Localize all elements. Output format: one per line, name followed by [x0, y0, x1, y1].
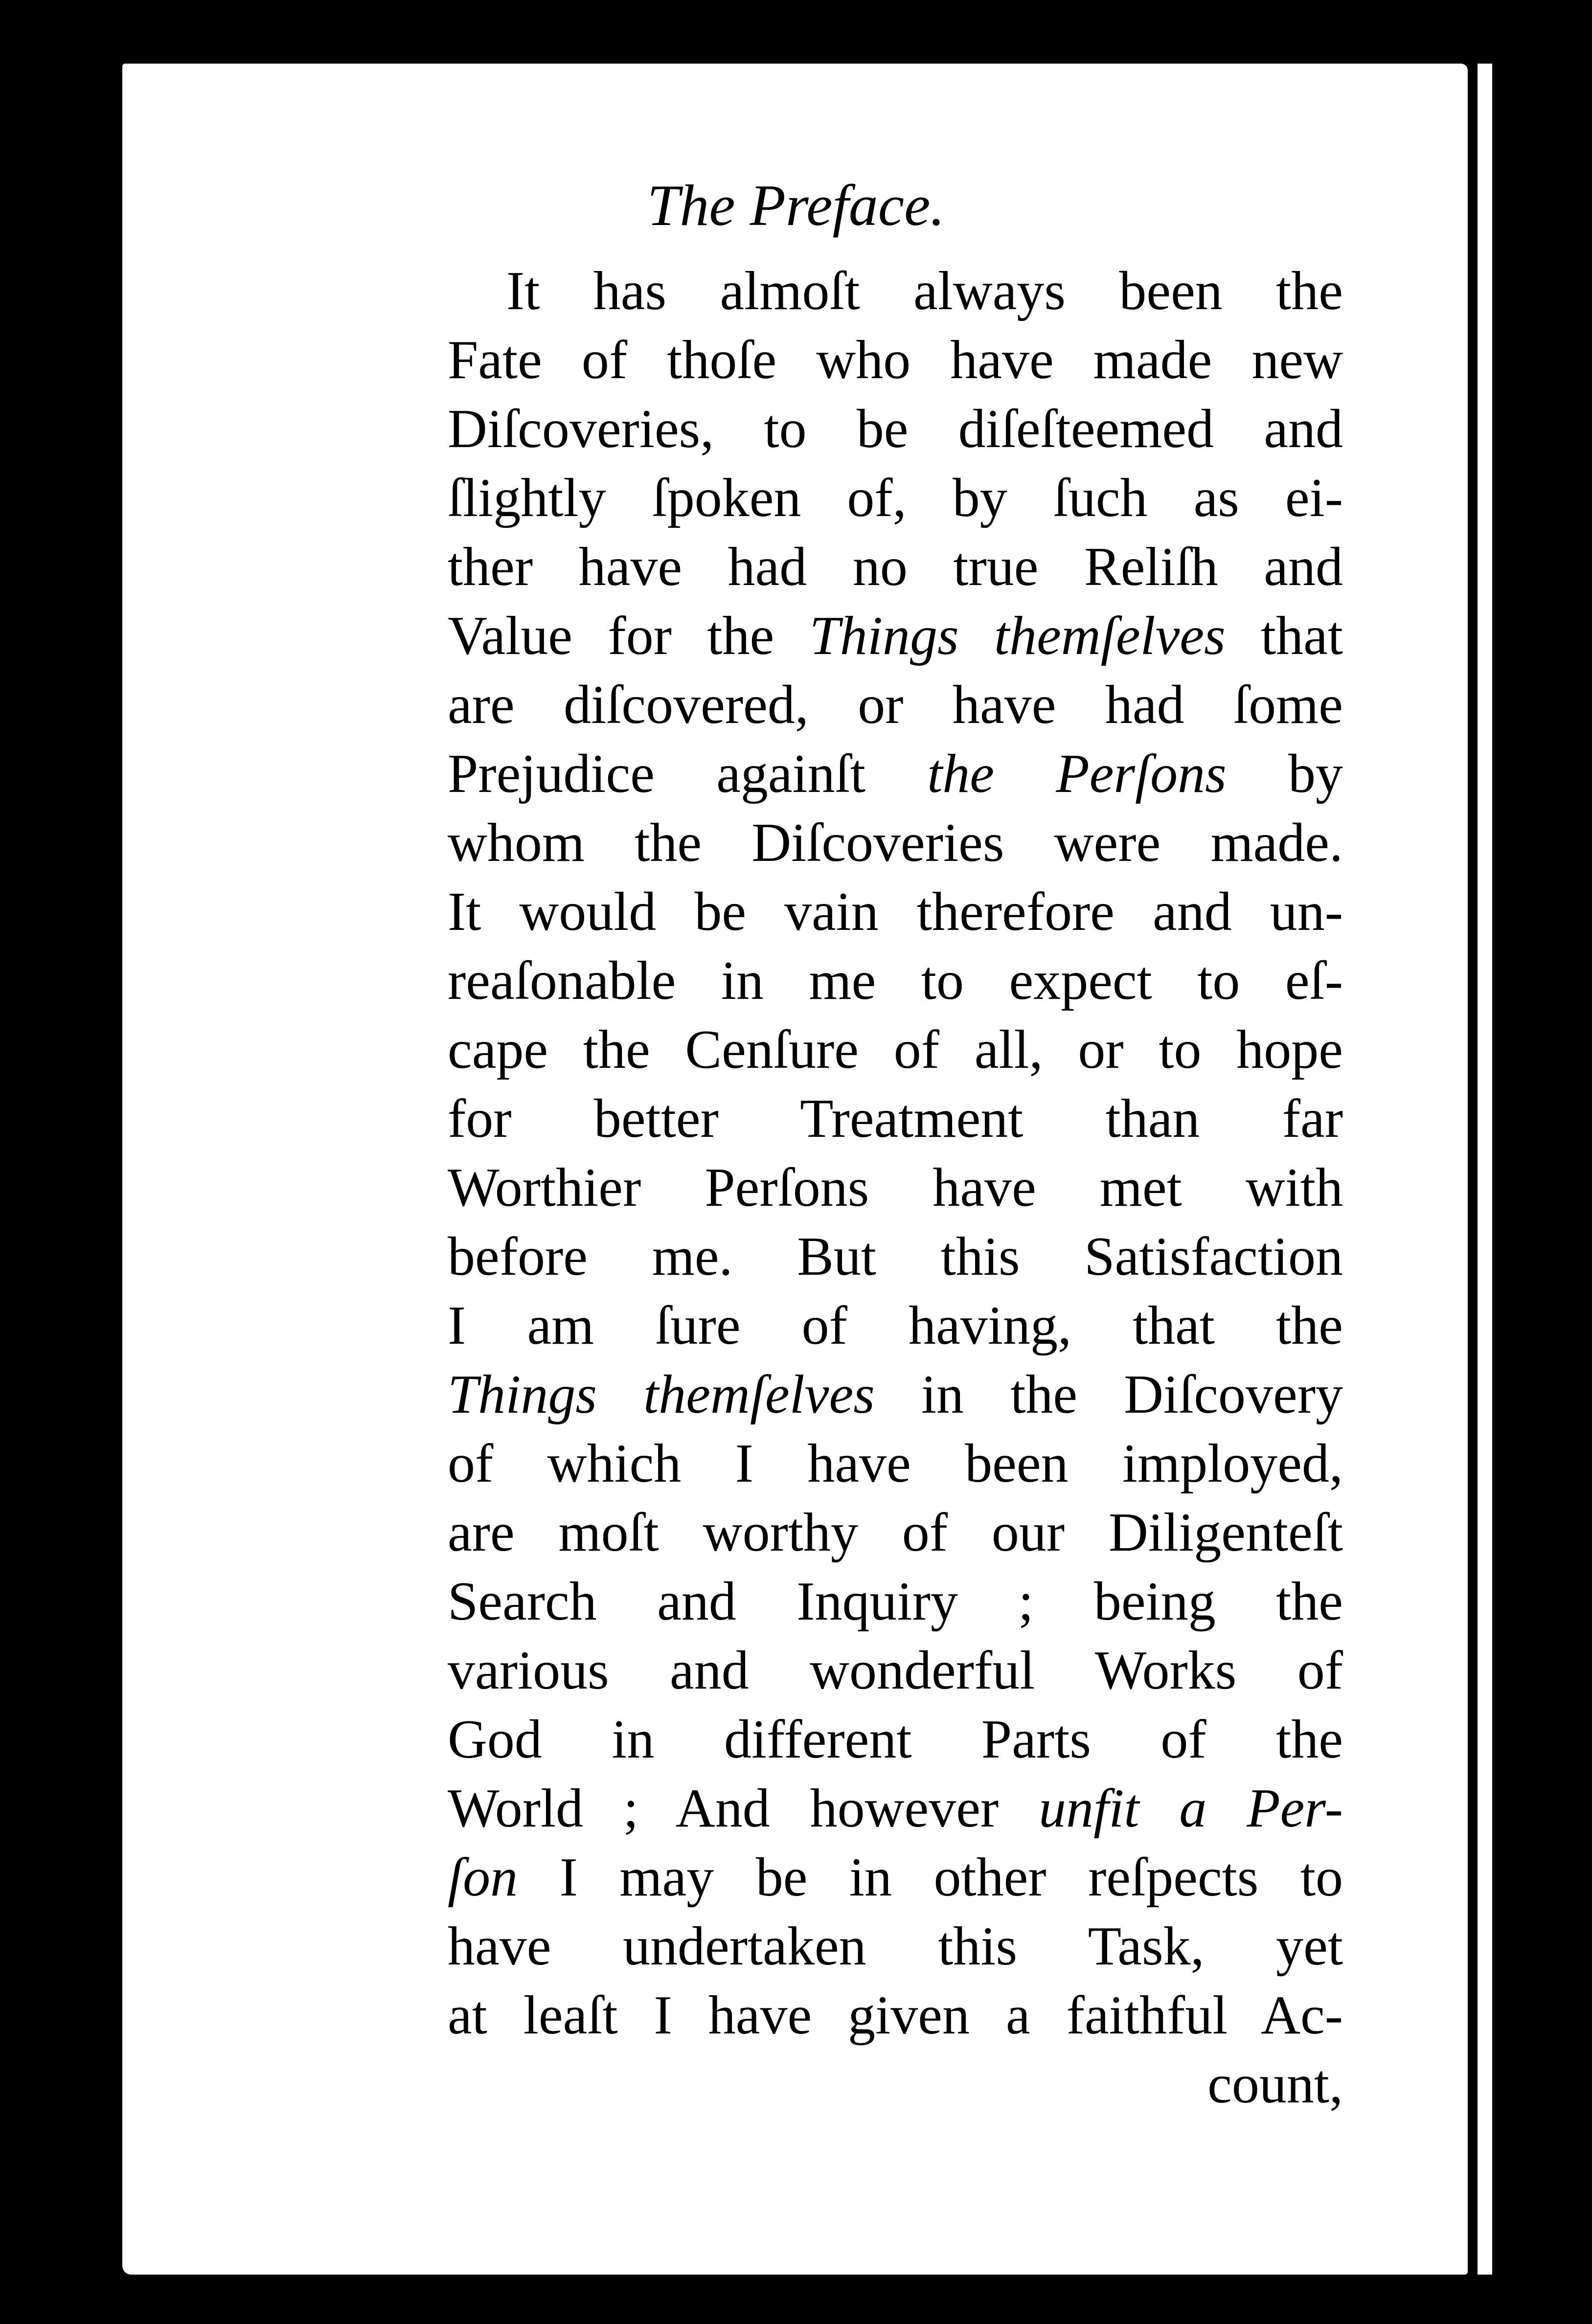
text-segment: at leaſt I have given a faithful Ac- [448, 1985, 1343, 2046]
text-segment: Worthier Perſons have met with [448, 1157, 1343, 1218]
text-line [448, 533, 1343, 602]
text-line [448, 1360, 1343, 1429]
text-segment: whom the Diſcoveries were made. [448, 812, 1343, 873]
text-line [448, 740, 1343, 809]
preface-text [448, 257, 1343, 2119]
text-line [448, 257, 1343, 326]
text-segment: in the Diſcovery [874, 1364, 1343, 1425]
text-segment: that [1225, 606, 1343, 666]
running-title: The Preface. [647, 173, 945, 238]
text-line [448, 1222, 1343, 1291]
text-line [448, 1084, 1343, 1153]
text-line [448, 809, 1343, 878]
text-line [448, 878, 1343, 947]
text-segment: ther have had no true Reliſh and [448, 537, 1343, 597]
text-line [448, 1015, 1343, 1084]
text-line [448, 671, 1343, 740]
text-segment: for better Treatment than far [448, 1088, 1343, 1149]
text-segment: are diſcovered, or have had ſome [448, 675, 1343, 735]
italic-text: Things themſelves [448, 1364, 875, 1425]
text-line [448, 1498, 1343, 1567]
text-line [448, 395, 1343, 464]
text-segment: God in different Parts of the [448, 1709, 1343, 1770]
text-segment: before me. But this Satisfaction [448, 1226, 1343, 1287]
italic-text: ſon [448, 1847, 518, 1908]
italic-text: the Perſons [927, 744, 1227, 804]
italic-text: unfit a Per- [1039, 1778, 1343, 1839]
text-line [448, 1291, 1343, 1360]
text-line [448, 1981, 1343, 2050]
text-segment: Prejudice againſt [448, 744, 928, 804]
text-segment: Search and Inquiry ; being the [448, 1571, 1343, 1632]
text-segment: are moſt worthy of our Diligenteſt [448, 1502, 1343, 1563]
text-line [448, 1843, 1343, 1912]
text-line [448, 326, 1343, 395]
text-segment: I am ſure of having, that the [448, 1295, 1343, 1356]
text-segment: have undertaken this Task, yet [448, 1916, 1343, 1977]
text-segment: cape the Cenſure of all, or to hope [448, 1019, 1343, 1080]
text-line [448, 1705, 1343, 1774]
page-edge [1478, 64, 1492, 2275]
italic-text: Things themſelves [809, 606, 1226, 666]
text-line [448, 1567, 1343, 1636]
text-line [448, 947, 1343, 1015]
text-segment: World ; And however [448, 1778, 1039, 1839]
text-segment: It would be vain therefore and un- [448, 881, 1343, 942]
text-line [448, 1636, 1343, 1705]
text-line [448, 1153, 1343, 1222]
text-segment: by [1226, 744, 1343, 804]
text-line [448, 1912, 1343, 1981]
text-segment: Diſcoveries, to be diſeſteemed and [448, 399, 1343, 459]
text-line [448, 1429, 1343, 1498]
text-line [448, 1774, 1343, 1843]
text-segment: ſlightly ſpoken of, by ſuch as ei- [448, 468, 1343, 528]
text-segment: reaſonable in me to expect to eſ- [448, 950, 1343, 1011]
text-segment: I may be in other reſpects to [518, 1847, 1343, 1908]
text-segment: It has almoſt always been the [506, 261, 1343, 321]
catchword: count, [1207, 2054, 1343, 2115]
text-line [448, 464, 1343, 533]
text-segment: Value for the [448, 606, 810, 666]
text-segment: Fate of thoſe who have made new [448, 330, 1343, 390]
text-segment: various and wonderful Works of [448, 1640, 1343, 1701]
text-segment: of which I have been imployed, [448, 1433, 1343, 1494]
text-line [448, 602, 1343, 671]
